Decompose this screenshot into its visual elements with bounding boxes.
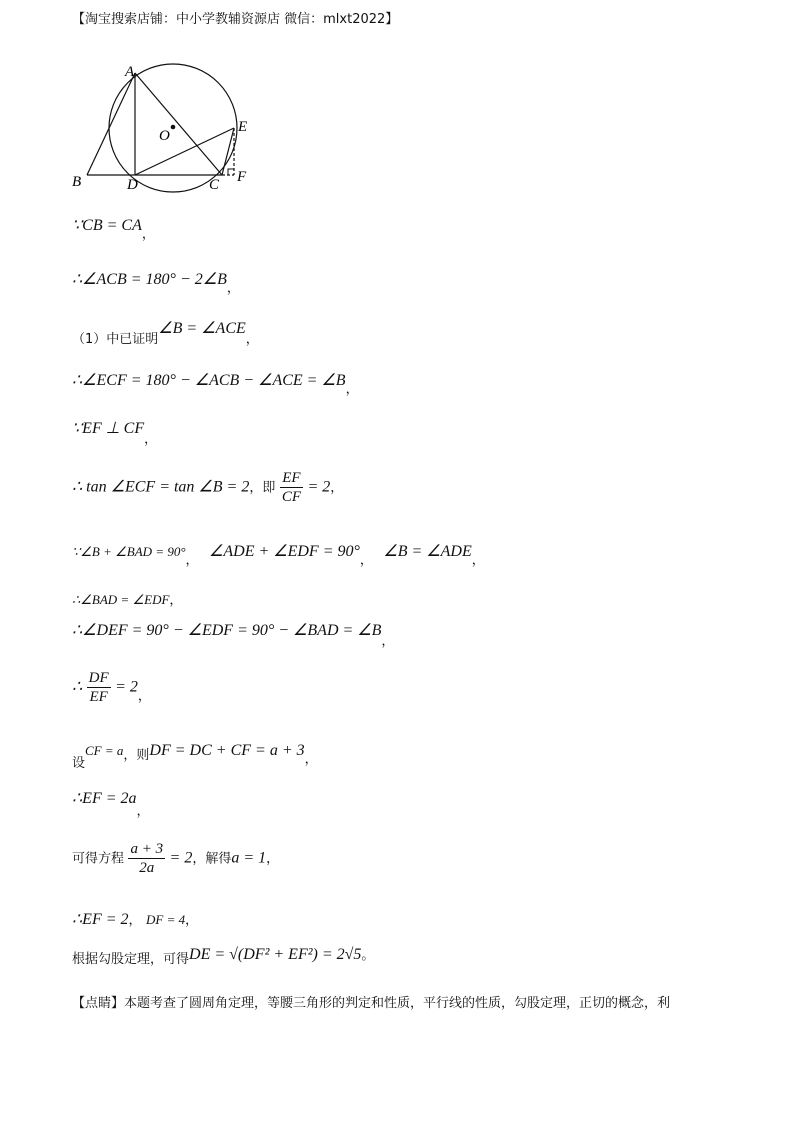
segment-ab [87, 73, 135, 175]
line-12: ∴EF = 2a， [72, 790, 150, 819]
line-7: ∵∠B + ∠BAD = 90°， ∠ADE + ∠EDF = 90°， ∠B = ∠ADE， [72, 543, 485, 568]
fraction-a3-2a: $\frac{a + 3}{2a}$ [130, 841, 164, 876]
label-b: B [72, 174, 82, 190]
line-6: ∴ tan ∠ECF = tan ∠B = 2，即 $\frac{EF}{CF}$ = 2， [72, 470, 344, 505]
line-3: （1）中已证明∠B = ∠ACE， [72, 320, 259, 347]
right-angle-mark [228, 169, 234, 175]
line-11: 设CF = a，则DF = DC + CF = a + 3， [72, 742, 318, 771]
fraction-ef-cf: $\frac{EF}{CF}$ [281, 470, 301, 505]
line-14: ∴EF = 2， DF = 4， [72, 911, 199, 928]
segment-de [135, 128, 234, 175]
line-13: 可得方程 $\frac{a + 3}{2a}$ = 2，解得a = 1， [72, 841, 280, 876]
label-o: O [159, 128, 170, 144]
segment-ac [135, 73, 222, 175]
line-15: 根据勾股定理，可得DE = √(DF² + EF²) = 2√5。 [72, 946, 375, 967]
line-4: ∴∠ECF = 180° − ∠ACB − ∠ACE = ∠B， [72, 372, 359, 397]
label-a: A [125, 64, 135, 80]
fraction-df-ef: $\frac{DF}{EF}$ [88, 670, 109, 705]
line-2: ∴∠ACB = 180° − 2∠B， [72, 271, 240, 296]
center-point [171, 125, 176, 130]
line-5: ∵EF ⊥ CF， [72, 420, 158, 447]
line-9: ∴∠DEF = 90° − ∠EDF = 90° − ∠BAD = ∠B， [72, 622, 395, 649]
label-e: E [238, 119, 248, 135]
summary-note: 【点睛】本题考查了圆周角定理，等腰三角形的判定和性质，平行线的性质，勾股定理，正切的概念，利 [72, 996, 671, 1011]
label-c: C [209, 177, 220, 193]
geometry-figure [70, 58, 260, 193]
label-d: D [127, 177, 138, 193]
header-banner: 【淘宝搜索店铺：中小学教辅资源店 微信：mlxt2022】 [72, 12, 399, 27]
line-1: ∵CB = CA， [72, 217, 155, 242]
label-f: F [237, 169, 247, 185]
line-10: ∴ $\frac{DF}{EF}$ = 2， [72, 670, 151, 705]
line-8: ∴∠BAD = ∠EDF， [72, 592, 183, 608]
